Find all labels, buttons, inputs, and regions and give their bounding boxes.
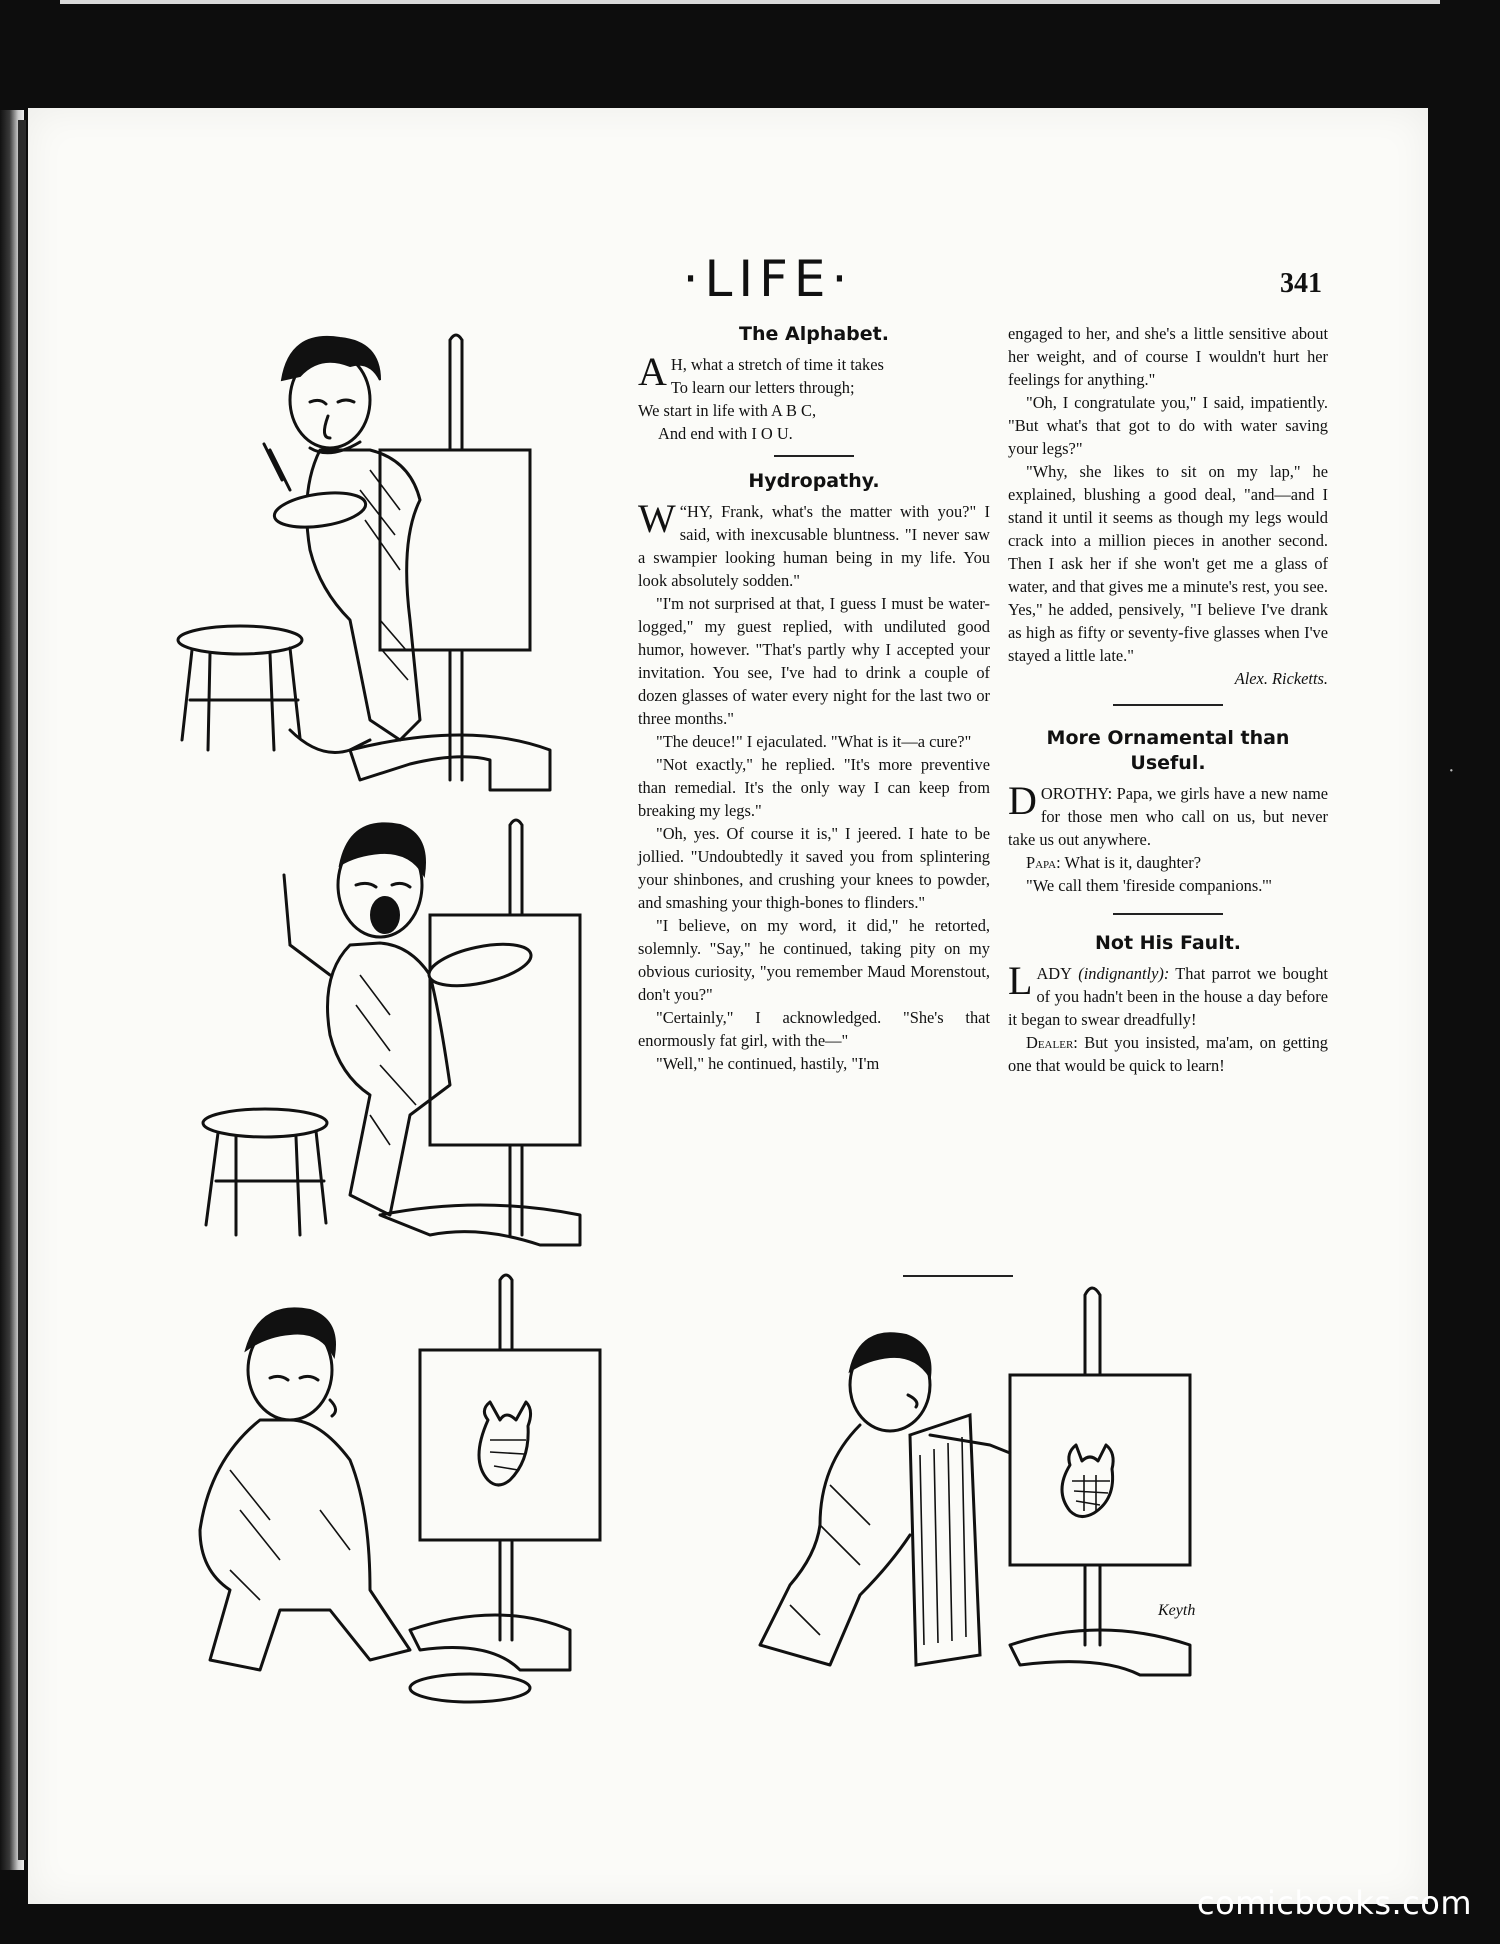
drop-cap: W [638, 496, 676, 541]
divider-rule [1113, 704, 1223, 706]
poem-line: And end with I O U. [658, 424, 793, 443]
scan-mark: · [1448, 760, 1455, 782]
paragraph: "Oh, yes. Of course it is," I jeered. I hate to be jollied. "Undoubtedly it saved you from splintering your shinbones, and crushing your knees to powder, and smashing your thigh-bones to flinders." [638, 824, 990, 912]
divider-rule [903, 1275, 1013, 1277]
alphabet-heading: The Alphabet. [739, 323, 889, 345]
speaker-label: Dealer: [1026, 1033, 1078, 1052]
paragraph: "Certainly," I acknowledged. "She's that enormously fat girl, with the—" [638, 1008, 990, 1050]
artist-signature: Keyth [1158, 1602, 1196, 1619]
drop-cap: L [1008, 958, 1033, 1003]
source-watermark: comicbooks.com [1196, 1884, 1472, 1922]
alphabet-poem [638, 349, 990, 445]
ornamental-heading-line2: Useful. [1130, 752, 1206, 774]
paragraph: engaged to her, and she's a little sensitive about her weight, and of course I wouldn't hurt her feelings for anything." [1008, 324, 1328, 389]
top-border [0, 0, 1500, 10]
ornamental-heading-line1: More Ornamental than [1046, 727, 1290, 749]
paragraph: Papa: What is it, daughter? [1026, 853, 1202, 872]
page-number: 341 [1280, 268, 1322, 299]
poem-line: To learn our letters through; [670, 378, 855, 397]
speaker-label: Papa: [1026, 853, 1061, 872]
illustration-painter-admiring [170, 1270, 630, 1710]
paragraph: "Well," he continued, hastily, "I'm [656, 1054, 880, 1073]
paragraph: "We call them 'fireside companions.'" [1026, 876, 1272, 895]
masthead-title: ·LIFE· [682, 250, 854, 308]
paragraph: "Not exactly," he replied. "It's more preventive than remedial. It's the only way I can keep from breaking my legs." [638, 755, 990, 820]
author-signature: Alex. Ricketts. [1234, 669, 1328, 688]
divider-rule [774, 455, 854, 457]
binding-spine [18, 120, 26, 1860]
drop-cap: D [1008, 778, 1037, 823]
drop-cap: A [638, 349, 667, 394]
poem-line: We start in life with A B C, [638, 401, 817, 420]
divider-rule [1113, 913, 1223, 915]
paragraph: "I believe, on my word, it did," he retorted, solemnly. "Say," he continued, taking pity on my obvious curiosity, "you remember Maud Morenstout, don't you?" [638, 916, 990, 1004]
paragraph: Dealer: But you insisted, ma'am, on getting one that would be quick to learn! [1008, 1033, 1328, 1075]
text-column-left [638, 322, 990, 1075]
illustration-painter-kneeling [720, 1285, 1240, 1695]
paragraph: DOROTHY: Papa, we girls have a new name for those men who call on us, but never take us out anywhere. [1008, 778, 1328, 849]
hydropathy-heading: Hydropathy. [748, 470, 880, 492]
opening-quote: “ [679, 502, 688, 521]
paragraph: "I'm not surprised at that, I guess I must be water-logged," my guest replied, with undiluted good humor, however. "That's partly why I accepted your invitation. You see, I've had to drink a couple of dozen glasses of water every night for the last two or three months." [638, 594, 990, 728]
paragraph: LADY (indignantly): That parrot we bought of you hadn't been in the house a day before it began to swear dreadfully! [1008, 958, 1328, 1029]
poem-line: H, what a stretch of time it takes [670, 355, 884, 374]
paragraph: "Why, she likes to sit on my lap," he explained, blushing a good deal, "and—and I stand it until it seems as though my legs would crack into a million pieces in another second. Then I ask her if she won't get me a glass of water, and that gives me a minute's rest, you see. Yes," he added, pensively, "I believe I've drank as high as fifty or seventy-five glasses when I've stayed a little late." [1008, 462, 1328, 665]
not-his-fault-heading: Not His Fault. [1094, 932, 1242, 954]
illustration-painter-standing [170, 320, 610, 800]
illustration-painter-shouting [180, 815, 610, 1255]
text-column-right [1008, 322, 1328, 1077]
paragraph: "Oh, I congratulate you," I said, impatiently. "But what's that got to do with water saving your legs?" [1008, 393, 1328, 458]
paragraph: "The deuce!" I ejaculated. "What is it—a cure?" [656, 732, 972, 751]
paragraph: “ W HY, Frank, what's the matter with you?" I said, with inexcusable bluntness. "I never saw a swampier looking human being in my life. You look absolutely sodden." [638, 496, 990, 590]
